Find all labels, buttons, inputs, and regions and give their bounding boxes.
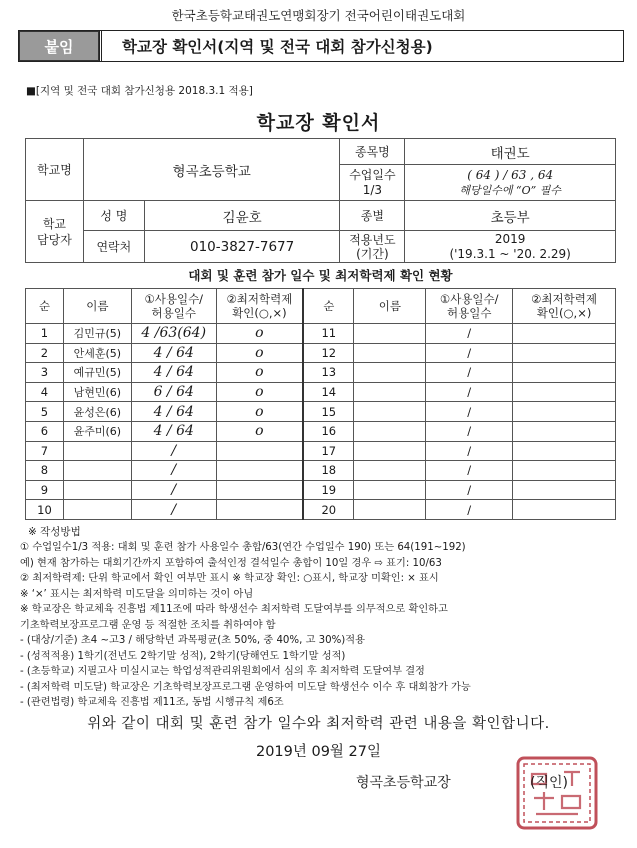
- table-row: [26, 480, 616, 500]
- row-days-right: /: [426, 402, 513, 422]
- days-label-1: 수업일수: [349, 167, 396, 182]
- row-name-right: [354, 461, 426, 481]
- col-days-2-right: 허용일수: [447, 306, 492, 320]
- instruction-line: 기초학력보장프로그램 운영 등 적절한 조치를 취하여야 함: [20, 619, 276, 631]
- row-days: 4 / 64: [131, 363, 216, 383]
- row-name-right: [354, 324, 426, 344]
- table-row: [26, 324, 616, 344]
- row-check: [216, 461, 303, 481]
- name-value: 김윤호: [144, 201, 340, 231]
- col-no-right: 순: [303, 289, 354, 324]
- instruction-line: - (관련법령) 학교체육 진흥법 제11조, 동법 시행규칙 제6조: [20, 697, 284, 708]
- row-name: [63, 441, 131, 461]
- col-grade-1: ②최저학력제: [226, 292, 293, 306]
- col-grade-2: 확인(○,×): [232, 306, 287, 320]
- instruction-line: - (초등학교) 지필고사 미실시교는 학업성적관리위원회에서 심의 후 최저학력 도달여부 결정: [20, 666, 425, 677]
- row-name: 안세훈(5): [63, 343, 131, 363]
- row-check: o: [216, 421, 303, 441]
- col-days-1-right: ①사용일수/: [439, 292, 499, 306]
- row-days-right: /: [426, 363, 513, 383]
- row-check-right: [513, 402, 616, 422]
- row-no: 6: [26, 421, 64, 441]
- manager-label-1: 학교: [42, 216, 67, 231]
- row-no: 2: [26, 343, 64, 363]
- principal-name: 형곡초등학교장: [356, 775, 451, 791]
- contact-label: 연락처: [83, 231, 144, 263]
- row-days-right: /: [426, 441, 513, 461]
- row-name: 윤성은(6): [63, 402, 131, 422]
- row-no-right: 12: [303, 343, 354, 363]
- row-name: [63, 461, 131, 481]
- instruction-line: - (대상/기준) 초4 ~고3 / 해당학년 과목평균(초 50%, 중 40%, 고 30%)적용: [20, 635, 365, 646]
- row-days-right: /: [426, 343, 513, 363]
- contact-value: 010-3827-7677: [144, 231, 340, 263]
- row-name-right: [354, 382, 426, 402]
- table-row: [26, 382, 616, 402]
- col-name-right: 이름: [354, 289, 426, 324]
- instruction-line: - (최저학력 미도달) 학교장은 기초학력보장프로그램 운영하여 미도달 학생선수 이수 후 대회참가 가능: [20, 681, 471, 693]
- row-no-right: 19: [303, 480, 354, 500]
- year-value-1: 2019: [494, 231, 526, 246]
- row-no: 3: [26, 363, 64, 383]
- row-name-right: [354, 402, 426, 422]
- row-check: o: [216, 382, 303, 402]
- event-value: 태권도: [405, 139, 616, 165]
- row-days-right: /: [426, 461, 513, 481]
- row-name: 김민규(5): [63, 324, 131, 344]
- row-days: 4 / 64: [131, 343, 216, 363]
- row-name: 예규민(5): [63, 363, 131, 383]
- confirm-text: 위와 같이 대회 및 훈련 참가 일수와 최저학력 관련 내용을 확인합니다.: [87, 716, 550, 732]
- row-check-right: [513, 480, 616, 500]
- manager-label-2: 담당자: [37, 232, 72, 247]
- row-no: 4: [26, 382, 64, 402]
- row-name: [63, 480, 131, 500]
- instructions: [20, 540, 630, 711]
- title-bar: [18, 30, 624, 62]
- row-days: 4 / 64: [131, 421, 216, 441]
- row-check: [216, 441, 303, 461]
- type-label: 종별: [340, 201, 405, 231]
- table-row: [26, 500, 616, 520]
- row-days-right: /: [426, 382, 513, 402]
- instruction-line: - (성적적용) 1학기(전년도 2학기말 성적), 2학기(당해연도 1학기말 성적): [20, 650, 346, 662]
- school-label: 학교명: [26, 139, 84, 201]
- table-row: [26, 441, 616, 461]
- row-check-right: [513, 363, 616, 383]
- table-row: [26, 461, 616, 481]
- row-days-right: /: [426, 324, 513, 344]
- row-name-right: [354, 500, 426, 520]
- row-no-right: 13: [303, 363, 354, 383]
- header-org: 한국초등학교태권도연맹회장기 전국어린이태권도대회: [171, 8, 466, 23]
- instruction-line: ※ 학교장은 학교체육 진흥법 제11조에 따라 학생선수 최저학력 도달여부를 의무적으로 확인하고: [20, 604, 448, 615]
- days-value: ( 64 ) / 63 , 64: [467, 167, 554, 182]
- instruction-line: 예) 현재 참가하는 대회기간까지 포함하여 출석인정 결석일수 총합이 10일 경우 ⇨ 표기: 10/63: [20, 557, 442, 569]
- row-check-right: [513, 500, 616, 520]
- row-check: o: [216, 343, 303, 363]
- col-grade-2-right: 확인(○,×): [536, 306, 592, 320]
- row-days: 6 / 64: [131, 382, 216, 402]
- days-hint: 해당일수에 “O” 필수: [459, 183, 561, 197]
- col-no: 순: [26, 289, 64, 324]
- row-check: [216, 480, 303, 500]
- col-grade-1-right: ②최저학력제: [531, 292, 597, 306]
- table-row: [26, 343, 616, 363]
- row-no-right: 11: [303, 324, 354, 344]
- col-name: 이름: [63, 289, 131, 324]
- attendance-table: [25, 288, 616, 520]
- info-table: [25, 138, 616, 263]
- row-days: 4 /63(64): [131, 324, 216, 344]
- col-days-2: 허용일수: [151, 306, 196, 320]
- row-name-right: [354, 421, 426, 441]
- version-note: ■[지역 및 전국 대회 참가신청용 2018.3.1 적용]: [26, 85, 253, 97]
- row-check-right: [513, 382, 616, 402]
- row-check-right: [513, 324, 616, 344]
- row-days-right: /: [426, 500, 513, 520]
- row-days-right: /: [426, 480, 513, 500]
- table-row: [26, 421, 616, 441]
- row-no: 5: [26, 402, 64, 422]
- howto-heading: ※ 작성방법: [28, 526, 81, 538]
- year-label-1: 적용년도: [349, 232, 396, 247]
- row-name: [63, 500, 131, 520]
- name-label: 성 명: [83, 201, 144, 231]
- row-days: /: [131, 500, 216, 520]
- type-value: 초등부: [405, 201, 616, 231]
- section-title: 대회 및 훈련 참가 일수 및 최저학력제 확인 현황: [188, 268, 453, 283]
- row-name-right: [354, 441, 426, 461]
- instruction-line: ② 최저학력제: 단위 학교에서 확인 여부만 표시 ※ 학교장 확인: ○표시, 학교장 미확인: × 표시: [20, 573, 439, 584]
- doc-title: 학교장 확인서(지역 및 전국 대회 참가신청용): [99, 31, 623, 61]
- row-check: o: [216, 324, 303, 344]
- row-no-right: 14: [303, 382, 354, 402]
- row-no: 1: [26, 324, 64, 344]
- official-seal-icon: [512, 752, 602, 832]
- row-days: /: [131, 461, 216, 481]
- year-label-2: (기간): [356, 246, 389, 261]
- attachment-badge: 붙임: [19, 31, 99, 61]
- row-name-right: [354, 480, 426, 500]
- row-no-right: 16: [303, 421, 354, 441]
- school-name: 형곡초등학교: [83, 139, 340, 201]
- row-check-right: [513, 461, 616, 481]
- row-days: /: [131, 480, 216, 500]
- year-value-2: ('19.3.1 ~ '20. 2.29): [449, 246, 571, 261]
- event-label: 종목명: [340, 139, 405, 165]
- instruction-line: ※ ‘×’ 표시는 최저학력 미도달을 의미하는 것이 아님: [20, 588, 254, 600]
- row-name: 윤주미(6): [63, 421, 131, 441]
- row-check: o: [216, 402, 303, 422]
- row-no: 9: [26, 480, 64, 500]
- row-check: [216, 500, 303, 520]
- instruction-line: ① 수업일수1/3 적용: 대회 및 훈련 참가 사용일수 총합/63(연간 수업일수 190) 또는 64(191~192): [20, 542, 466, 553]
- row-days-right: /: [426, 421, 513, 441]
- col-days-1: ①사용일수/: [144, 292, 204, 306]
- row-no: 7: [26, 441, 64, 461]
- seal-label: (직인): [530, 775, 568, 791]
- row-days: /: [131, 441, 216, 461]
- row-check: o: [216, 363, 303, 383]
- row-name: 남현민(6): [63, 382, 131, 402]
- issue-date: 2019년 09월 27일: [255, 744, 382, 760]
- row-no: 10: [26, 500, 64, 520]
- row-days: 4 / 64: [131, 402, 216, 422]
- row-no: 8: [26, 461, 64, 481]
- main-title: 학교장 확인서: [256, 112, 381, 134]
- row-check-right: [513, 343, 616, 363]
- row-check-right: [513, 421, 616, 441]
- table-row: [26, 402, 616, 422]
- row-no-right: 15: [303, 402, 354, 422]
- row-no-right: 17: [303, 441, 354, 461]
- days-label-2: 1/3: [362, 182, 383, 197]
- row-name-right: [354, 363, 426, 383]
- row-no-right: 18: [303, 461, 354, 481]
- table-row: [26, 363, 616, 383]
- row-check-right: [513, 441, 616, 461]
- row-name-right: [354, 343, 426, 363]
- row-no-right: 20: [303, 500, 354, 520]
